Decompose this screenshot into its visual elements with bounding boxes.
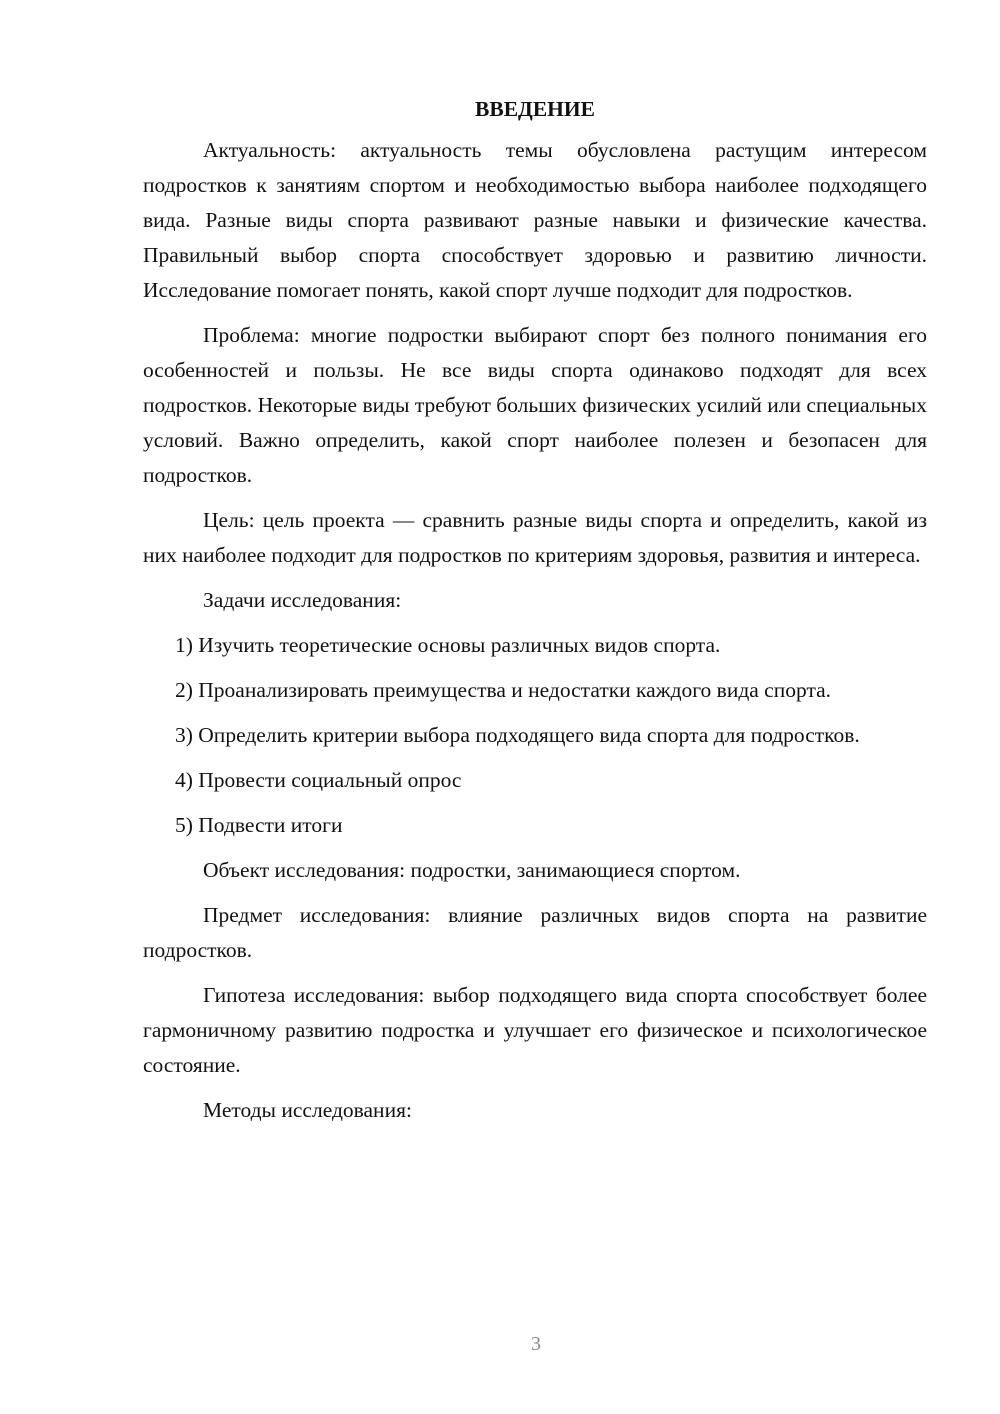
page-number: 3 [531, 1333, 541, 1355]
task-item: 4) Провести социальный опрос [175, 768, 462, 792]
relevance-paragraph: Актуальность: актуальность темы обусловлена растущим интересом подростков к занятиям спортом и необходимостью выбора наиболее подходящего вида. Разные виды спорта развивают разные навыки и физические качества. Правильный выбор спорта способствует здоровью и развитию личности. Исследование помогает понять, какой спорт лучше подходит для подростков. [143, 138, 927, 302]
task-item: 5) Подвести итоги [175, 813, 343, 837]
tasks-heading: Задачи исследования: [203, 588, 402, 612]
page-content [143, 92, 927, 1138]
object-paragraph: Объект исследования: подростки, занимающиеся спортом. [203, 858, 741, 882]
methods-paragraph: Методы исследования: [203, 1098, 412, 1122]
hypothesis-paragraph: Гипотеза исследования: выбор подходящего вида спорта способствует более гармоничному развитию подростка и улучшает его физическое и психологическое состояние. [143, 983, 927, 1077]
task-item: 2) Проанализировать преимущества и недостатки каждого вида спорта. [175, 678, 832, 702]
problem-paragraph: Проблема: многие подростки выбирают спорт без полного понимания его особенностей и пользы. Не все виды спорта одинаково подходят для всех подростков. Некоторые виды требуют больших физических усилий или специальных условий. Важно определить, какой спорт наиболее полезен и безопасен для подростков. [143, 323, 927, 487]
page-title: ВВЕДЕНИЕ [475, 97, 595, 121]
subject-paragraph: Предмет исследования: влияние различных видов спорта на развитие подростков. [143, 903, 927, 962]
goal-paragraph: Цель: цель проекта — сравнить разные виды спорта и определить, какой из них наиболее подходит для подростков по критериям здоровья, развития и интереса. [143, 508, 927, 567]
task-item: 3) Определить критерии выбора подходящего вида спорта для подростков. [175, 723, 860, 747]
task-item: 1) Изучить теоретические основы различных видов спорта. [175, 633, 721, 657]
